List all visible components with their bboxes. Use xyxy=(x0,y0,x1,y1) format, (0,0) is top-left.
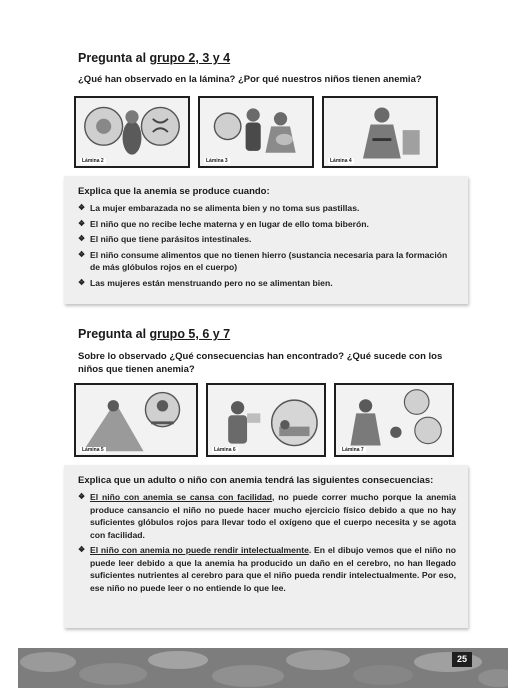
consequence-item xyxy=(78,544,456,594)
illustration-drawing xyxy=(76,385,196,455)
illustration-drawing xyxy=(200,98,312,166)
section-2-title xyxy=(78,327,230,341)
stone-texture xyxy=(18,648,508,688)
consequence-heading: El niño con anemia no puede rendir intelectualmente xyxy=(90,545,309,555)
consequence-heading: El niño con anemia se cansa con facilidad xyxy=(90,492,273,502)
diamond-bullet-icon: ❖ xyxy=(78,218,86,228)
cause-item: ❖ La mujer embarazada no se alimenta bien y no toma sus pastillas. xyxy=(78,203,360,213)
diamond-bullet-icon: ❖ xyxy=(78,492,86,501)
lamina-6-caption: Lámina 6 xyxy=(214,447,236,453)
illustration-lamina-7 xyxy=(334,383,454,457)
illustration-lamina-5 xyxy=(74,383,198,457)
illustration-drawing xyxy=(208,385,324,455)
section-1-title xyxy=(78,51,230,65)
cause-item: ❖ El niño consume alimentos que no tienen hierro (sustancia necesaria para la formación de más glóbulos rojos en el cuerpo) xyxy=(78,249,448,272)
diamond-bullet-icon: ❖ xyxy=(78,249,86,259)
illustration-lamina-2 xyxy=(74,96,190,168)
section-2-question: Sobre lo observado ¿Qué consecuencias han encontrado? ¿Qué sucede con los niños que tienen anemia? xyxy=(78,351,443,375)
lamina-7-caption: Lámina 7 xyxy=(342,447,364,453)
illustration-lamina-3 xyxy=(198,96,314,168)
lamina-5-caption: Lámina 5 xyxy=(82,447,104,453)
consequence-text: . En el dibujo vemos que el niño no puede leer debido a que la anemia ha producido un daño en el cerebro, no han llegado suficientes nutrientes al cerebro para que el niño pueda rendir intelectualmente. Por eso, ese niño no puede leer o no entiende lo que lee. xyxy=(90,545,456,593)
section-2-illustrations xyxy=(74,383,454,457)
illustration-drawing xyxy=(76,98,188,166)
diamond-bullet-icon: ❖ xyxy=(78,234,86,243)
cause-item: ❖ El niño que tiene parásitos intestinales. xyxy=(78,234,252,244)
footer-stone-strip xyxy=(18,648,508,688)
causes-list xyxy=(78,202,456,289)
cause-item: ❖ Las mujeres están menstruando pero no se alimentan bien. xyxy=(78,277,333,288)
lamina-2-caption: Lámina 2 xyxy=(82,158,104,164)
lamina-3-caption: Lámina 3 xyxy=(206,158,228,164)
explanation-2-lead: Explica que un adulto o niño con anemia tendrá las siguientes consecuencias: xyxy=(78,475,434,486)
illustration-drawing xyxy=(336,385,452,455)
explanation-card-1 xyxy=(64,176,468,304)
cause-item: ❖ El niño que no recibe leche materna y en lugar de ello toma biberón. xyxy=(78,218,369,229)
consequences-list xyxy=(78,491,456,594)
section-2-title-prefix: Pregunta al xyxy=(78,327,150,341)
section-1-title-prefix: Pregunta al xyxy=(78,51,150,65)
illustration-drawing xyxy=(324,98,436,166)
diamond-bullet-icon: ❖ xyxy=(78,277,86,287)
diamond-bullet-icon: ❖ xyxy=(78,545,86,554)
section-2-title-group: grupo 5, 6 y 7 xyxy=(149,327,231,341)
lamina-4-caption: Lámina 4 xyxy=(330,158,352,164)
consequence-text: , no puede correr mucho porque la anemia produce cansancio el niño no puede hacer mucho ejercicio físico debido a que no hay suficientes glóbulos rojos para llevar todo el oxígeno que el cuerpo necesita y se agota con facilidad. xyxy=(90,492,456,540)
illustration-lamina-6 xyxy=(206,383,326,457)
diamond-bullet-icon: ❖ xyxy=(78,203,86,212)
explanation-1-lead: Explica que la anemia se produce cuando: xyxy=(78,186,270,197)
section-1-title-group: grupo 2, 3 y 4 xyxy=(149,51,231,65)
explanation-card-2 xyxy=(64,465,468,628)
consequence-item xyxy=(78,491,456,541)
illustration-lamina-4 xyxy=(322,96,438,168)
section-1-question: ¿Qué han observado en la lámina? ¿Por qué nuestros niños tienen anemia? xyxy=(78,74,422,85)
section-1-illustrations xyxy=(74,96,438,168)
page-number: 25 xyxy=(452,652,472,667)
